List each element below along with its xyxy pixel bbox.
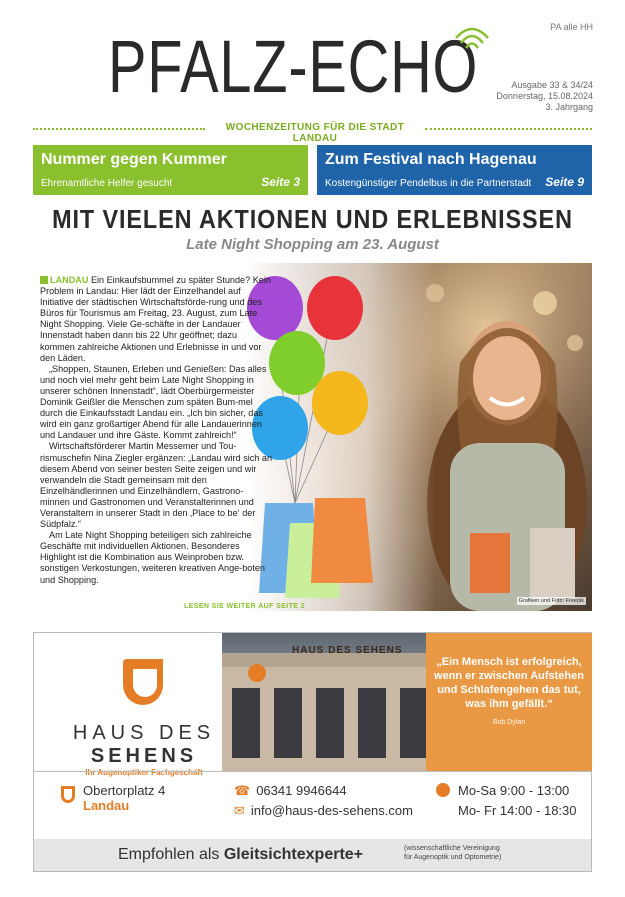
address bbox=[59, 783, 165, 813]
lead-headline: MIT VIELEN AKTIONEN UND ERLEBNISSEN bbox=[52, 204, 573, 234]
teaser-title: Nummer gegen Kummer bbox=[41, 151, 227, 168]
rec-prefix: Empfohlen als bbox=[118, 846, 220, 863]
shopping-bag-orange bbox=[311, 498, 373, 583]
photo-credit: Grafiken und Foto: Freepik bbox=[518, 598, 584, 604]
teaser-page-link[interactable]: Seite 9 bbox=[545, 175, 584, 189]
address-city: Landau bbox=[83, 798, 130, 813]
ad-quote bbox=[426, 633, 592, 771]
address-street: Obertorplatz 4 bbox=[83, 783, 166, 798]
square-icon bbox=[40, 276, 48, 284]
article-paragraph: Wirtschaftsförderer Martin Messemer und Tou-rismuschefin Nina Ziegler ergänzen: „Landau wird sich an diesem Abend von seiner besten Seite zeigen und wir verwandeln die Stadt gemeinsam mit den Einzelhändlerinnen und Einzelhändlern, Gastrono-minnen und Gastronomen und Veranstalterinnen und Veranstaltern in unserer Stadt in den ‚Place to be‘ der Südpfalz.“ bbox=[40, 441, 273, 530]
ad-logo bbox=[54, 655, 234, 777]
quote-text: „Ein Mensch ist erfolgreich, wenn er zwischen Aufstehen und Schlafengehen das tut, was ihm gefällt.“ bbox=[434, 656, 584, 710]
issue-info bbox=[496, 80, 593, 113]
teaser-subtitle: Kostengünstiger Pendelbus in die Partnerstadt bbox=[325, 178, 532, 189]
edition-tag: PA alle HH bbox=[550, 22, 593, 32]
balloon-red bbox=[307, 276, 363, 340]
phone-icon: ☎ bbox=[234, 783, 251, 798]
quote-author: Bob Dylan bbox=[492, 719, 526, 726]
teaser-title: Zum Festival nach Hagenau bbox=[325, 151, 537, 168]
hours-line2: Mo- Fr 14:00 - 18:30 bbox=[458, 803, 577, 818]
recommendation-text bbox=[118, 846, 363, 864]
issue-number: Ausgabe 33 & 34/24 bbox=[511, 80, 593, 90]
balloon-yellow bbox=[312, 371, 368, 435]
eye-drop-logo-icon bbox=[119, 655, 169, 709]
phone-number[interactable]: 06341 9946644 bbox=[256, 783, 347, 798]
contact bbox=[234, 781, 413, 821]
recommendation-bar bbox=[34, 839, 591, 871]
article-paragraph: „Shoppen, Staunen, Erleben und Genießen: Das alles und noch viel mehr geht beim Late Night Shopping in unserer schönen Innenstadt“, lädt Oberbürgermeister Dominik Geißler die Menschen zum späten Bum-mel durch die Einkaufsstadt Landau ein. „Ich bin sicher, das wird ein ganz großartiger Abend für alle Landauerinnen und Landauer und ihre Gäste. Kommt zahlreich!“ bbox=[40, 363, 267, 441]
continue-link[interactable]: LESEN SIE WEITER AUF SEITE 2 bbox=[184, 603, 306, 610]
issue-date: Donnerstag, 15.08.2024 bbox=[496, 91, 593, 101]
logo-mark-icon bbox=[59, 785, 77, 805]
teaser-kummer[interactable] bbox=[33, 145, 308, 195]
tagline: WOCHENZEITUNG FÜR DIE STADT LANDAU bbox=[225, 122, 405, 144]
balloon-green bbox=[269, 331, 325, 395]
lead-article bbox=[40, 275, 272, 586]
teaser-hagenau[interactable] bbox=[317, 145, 592, 195]
email-address[interactable]: info@haus-des-sehens.com bbox=[250, 803, 413, 818]
ad-haus-des-sehens[interactable] bbox=[33, 632, 592, 872]
teaser-page-link[interactable]: Seite 3 bbox=[261, 175, 300, 189]
brand-slogan: Ihr Augenoptiker Fachgeschäft bbox=[85, 768, 203, 777]
opening-hours bbox=[436, 781, 577, 821]
locator-text: LANDAU bbox=[50, 275, 89, 285]
recommendation-note bbox=[404, 844, 501, 862]
shopping-woman-illustration bbox=[245, 263, 592, 611]
signal-waves-icon bbox=[452, 22, 492, 62]
divider bbox=[425, 128, 592, 130]
rec-note-line2: für Augenoptik und Optometrie) bbox=[404, 854, 502, 861]
teaser-subtitle: Ehrenamtliche Helfer gesucht bbox=[41, 178, 173, 189]
masthead: PFALZ-ECHO bbox=[108, 25, 479, 108]
storefront-sign: HAUS DES SEHENS bbox=[292, 645, 403, 656]
brand-line2: SEHENS bbox=[90, 745, 198, 767]
storefront-photo bbox=[222, 633, 426, 771]
clock-icon bbox=[436, 783, 450, 797]
lead-photo bbox=[245, 263, 592, 611]
article-locator bbox=[40, 275, 88, 285]
article-paragraph bbox=[40, 275, 272, 364]
article-paragraph: Am Late Night Shopping beteiligen sich zahlreiche Geschäfte mit individuellen Aktionen. Besonderes Highlight ist die Kombination aus Weinproben bzw. sonstigen Verkostungen, weiteren kreativen Ange-boten und Shopping. bbox=[40, 530, 265, 585]
lead-subheadline: Late Night Shopping am 23. August bbox=[186, 236, 439, 253]
rec-note-line1: (wissenschaftliche Vereinigung bbox=[404, 845, 500, 852]
hours-line1: Mo-Sa 9:00 - 13:00 bbox=[458, 783, 570, 798]
issue-volume: 3. Jahrgang bbox=[545, 102, 593, 112]
brand-line1: HAUS DES bbox=[72, 722, 216, 744]
divider bbox=[33, 128, 205, 130]
paragraph-text: Ein Einkaufsbummel zu später Stunde? Kein Problem in Landau: Hier lädt der Einzelhandel auf Initiative der städtischen Wirtschaftsförde-rung und des Büros für Tourismus am Freitag, 23. August, zum Late Night Shopping. Viele Ge-schäfte in der Landauer Innenstadt haben dann bis 22 Uhr geöffnet; dazu kommen zahlreiche Aktionen und Erlebnisse in und vor den Läden. bbox=[40, 275, 271, 363]
rec-bold: Gleitsichtexperte+ bbox=[223, 846, 364, 863]
mail-icon: ✉ bbox=[234, 803, 245, 818]
